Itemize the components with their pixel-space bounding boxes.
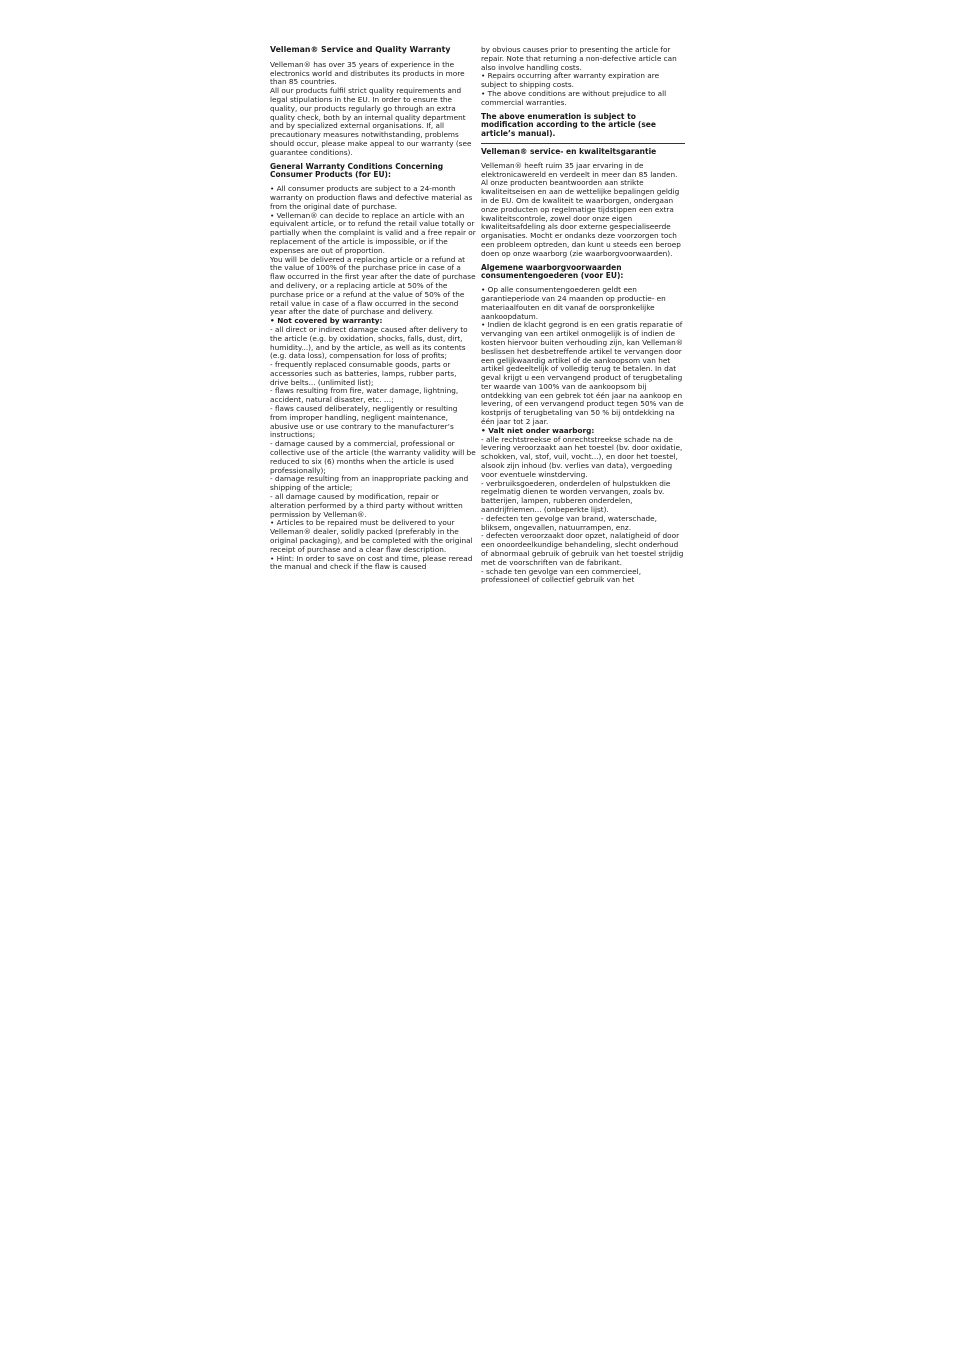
nl-intro-paragraph: Al onze producten beantwoorden aan strikte kwaliteitseisen en aan de wettelijke bepalingen geldig in de EU. Om de kwaliteit te waarborgen, ondergaan onze producten op regelmatige tijdstippen een extra kwaliteitscontrole, zowel door onze eigen kwaliteitsafdeling als door externe gespecialiseerde organisaties. Mocht er ondanks deze voorzorgen toch een probleem optreden, dan kunt u steeds een beroep doen op onze waarborg (zie waarborgvoorwaarden). — [481, 178, 681, 258]
nl-condition-item: • Op alle consumentengoederen geldt een garantieperiode van 24 maanden op productie- en materiaalfouten en dit vanaf de oorspronkelijke aankoopdatum. — [481, 285, 666, 321]
not-covered-heading-nl: • Valt niet onder waarborg: — [481, 425, 595, 435]
warranty-title-en: Velleman® Service and Quality Warranty — [270, 45, 451, 54]
enumeration-notice: The above enumeration is subject to modification according to the article (see article’s manual). — [481, 111, 656, 139]
intro-paragraph: All our products fulfil strict quality requirements and legal stipulations in the EU. In order to ensure the quality, our products regularly go through an extra quality check, both by an internal quality department and by specialized external organisations. If, all precautionary measures notwithstanding, problems should occur, please make appeal to our warranty (see guarantee conditions). — [270, 86, 472, 157]
nl-not-covered-item: - verbruiksgoederen, onderdelen of hulpstukken die regelmatig dienen te worden vervangen, zoals bv. batterijen, lampen, rubberen onderdelen, aandrijfriemen... (onbeperkte lijst). — [481, 478, 671, 515]
intro-paragraph: Velleman® has over 35 years of experience in the electronics world and distributes its products in more than 85 countries. — [270, 59, 465, 87]
not-covered-item: - all direct or indirect damage caused after delivery to the article (e.g. by oxidation, shocks, falls, dust, dirt, humidity...), and by the article, as well as its contents (e.g. data loss), compensation for loss of profits; — [270, 324, 468, 361]
continuation-paragraph: by obvious causes prior to presenting the article for repair. Note that returning a non-defective article can also involve handling costs. — [481, 45, 677, 72]
nl-intro-paragraph: Velleman® heeft ruim 35 jaar ervaring in de elektronicawereld en verdeelt in meer dan 85 landen. — [481, 160, 678, 179]
nl-not-covered-item: - schade ten gevolge van een commercieel, professioneel of collectief gebruik van het — [481, 566, 642, 585]
not-covered-heading-en: • Not covered by warranty: — [270, 316, 383, 326]
right-column — [481, 46, 687, 585]
section-divider — [481, 143, 685, 144]
not-covered-item: • Hint: In order to save on cost and time, please reread the manual and check if the flaw is caused — [270, 553, 473, 572]
not-covered-item: - damage resulting from an inappropriate packing and shipping of the article; — [270, 474, 469, 493]
not-covered-item: - flaws caused deliberately, negligently or resulting from improper handling, negligent maintenance, abusive use or use contrary to the manufacturer’s instructions; — [270, 404, 458, 440]
condition-item: • All consumer products are subject to a 24-month warranty on production flaws and defective material as from the original date of purchase. — [270, 184, 473, 211]
warranty-title-nl: Velleman® service- en kwaliteitsgarantie — [481, 146, 657, 156]
not-covered-item: • Articles to be repaired must be delivered to your Velleman® dealer, solidly packed (preferably in the original packaging), and be completed with the original receipt of purchase and a clear flaw description. — [270, 518, 473, 554]
not-covered-item: - frequently replaced consumable goods, parts or accessories such as batteries, lamps, rubber parts, drive belts... (unlimited list); — [270, 360, 457, 387]
condition-item: • Velleman® can decide to replace an article with an equivalent article, or to refund the retail value totally or partially when the complaint is valid and a free repair or replacement of the article is impossible, or if the expenses are out of proportion. — [270, 210, 476, 255]
nl-condition-item: • Indien de klacht gegrond is en een gratis reparatie of vervanging van een artikel onmogelijk is of indien de kosten hiervoor buiten verhouding zijn, kan Velleman® beslissen het desbetreffende artikel te vervangen door een gelijkwaardig artikel of de aankoopsom van het artikel gedeeltelijk of volledig terug te betalen. In dat geval krijgt u een vervangend product of terugbetaling ter waarde van 100% van de aankoopsom bij ontdekking van een gebrek tot één jaar na aankoop en levering, of een vervangend product tegen 50% van de kostprijs of terugbetaling van 50 % bij ontdekking na één jaar tot 2 jaar. — [481, 320, 684, 427]
not-covered-item: - flaws resulting from fire, water damage, lightning, accident, natural disaster, etc. …; — [270, 386, 459, 405]
nl-not-covered-item: - defecten ten gevolge van brand, waterschade, bliksem, ongevallen, natuurrampen, enz. — [481, 513, 657, 532]
not-covered-item: - damage caused by a commercial, professional or collective use of the article (the warranty validity will be reduced to six (6) months when the article is used professionally); — [270, 439, 476, 475]
conditions-heading-en: General Warranty Conditions Concerning Consumer Products (for EU): — [270, 161, 444, 180]
conditions-heading-nl: Algemene waarborgvoorwaarden consumentengoederen (voor EU): — [481, 262, 624, 281]
condition-item: You will be delivered a replacing article or a refund at the value of 100% of the purchase price in case of a flaw occurred in the first year after the date of purchase and delivery, or a replacing article at 50% of the purchase price or a refund at the value of 50% of the retail value in case of a flaw occurred in the second year after the date of purchase and delivery. — [270, 254, 476, 317]
left-column — [270, 46, 476, 572]
continuation-paragraph: • The above conditions are without prejudice to all commercial warranties. — [481, 88, 667, 107]
nl-not-covered-item: - alle rechtstreekse of onrechtstreekse schade na de levering veroorzaakt aan het toestel (bv. door oxidatie, schokken, val, stof, vuil, vocht...), en door het toestel, alsook zijn inhoud (bv. verlies van data), vergoeding voor eventuele winstderving. — [481, 434, 683, 479]
not-covered-item: - all damage caused by modification, repair or alteration performed by a third party without written permission by Velleman®. — [270, 492, 463, 519]
continuation-paragraph: • Repairs occurring after warranty expiration are subject to shipping costs. — [481, 71, 660, 90]
nl-not-covered-item: - defecten veroorzaakt door opzet, nalatigheid of door een onoordeelkundige behandeling, slecht onderhoud of abnormaal gebruik of gebruik van het toestel strijdig met de voorschriften van de fabrikant. — [481, 531, 684, 567]
